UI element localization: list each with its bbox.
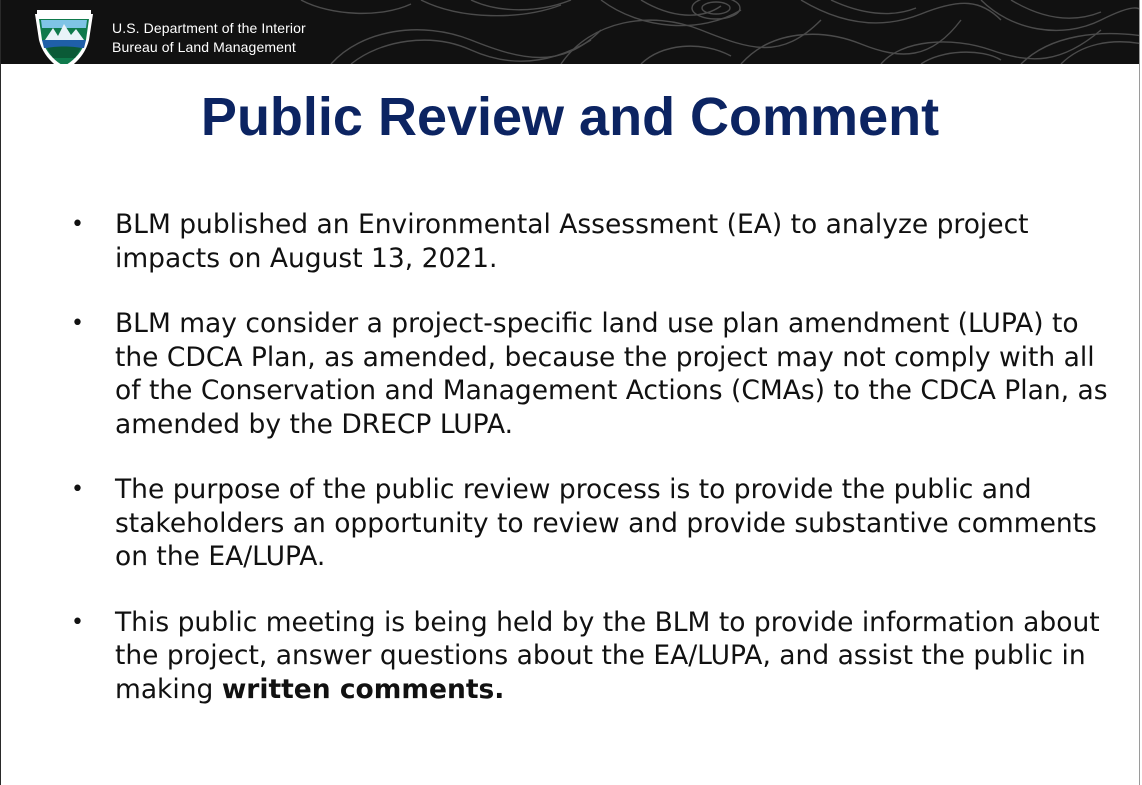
- bullet-icon: •: [71, 477, 84, 502]
- bullet-text: This public meeting is being held by the BLM to provide information about the project, answer questions about the EA/LUPA, and assist the public in making: [115, 606, 1100, 705]
- bullet-icon: •: [71, 609, 84, 635]
- agency-bureau: Bureau of Land Management: [112, 39, 296, 55]
- bullet-icon: •: [71, 311, 84, 336]
- agency-department: U.S. Department of the Interior: [112, 20, 306, 36]
- header-banner: [1, 0, 1139, 64]
- bullet-text: The purpose of the public review process is to provide the public and stakeholders an opportunity to review and provide substantive comments on the EA/LUPA.: [115, 474, 1097, 572]
- bullet-icon: •: [71, 212, 84, 237]
- bullet-list: [71, 208, 1111, 738]
- bullet-emphasis: written comments.: [221, 673, 505, 705]
- bullet-item: [71, 208, 1111, 275]
- bullet-item: [71, 473, 1111, 574]
- slide-title: Public Review and Comment: [200, 87, 940, 147]
- agency-name: [112, 19, 306, 57]
- bullet-item: [71, 307, 1111, 441]
- bullet-item: [71, 606, 1111, 707]
- bullet-text: BLM may consider a project-specific land use plan amendment (LUPA) to the CDCA Plan, as amended, because the project may not comply with all of the Conservation and Management Actions (CMAs) to the CDCA Plan, as amended by the DRECP LUPA.: [115, 308, 1108, 440]
- blm-logo-icon: [31, 10, 97, 64]
- bullet-text: BLM published an Environmental Assessment (EA) to analyze project impacts on August 13, 2021.: [115, 209, 1029, 274]
